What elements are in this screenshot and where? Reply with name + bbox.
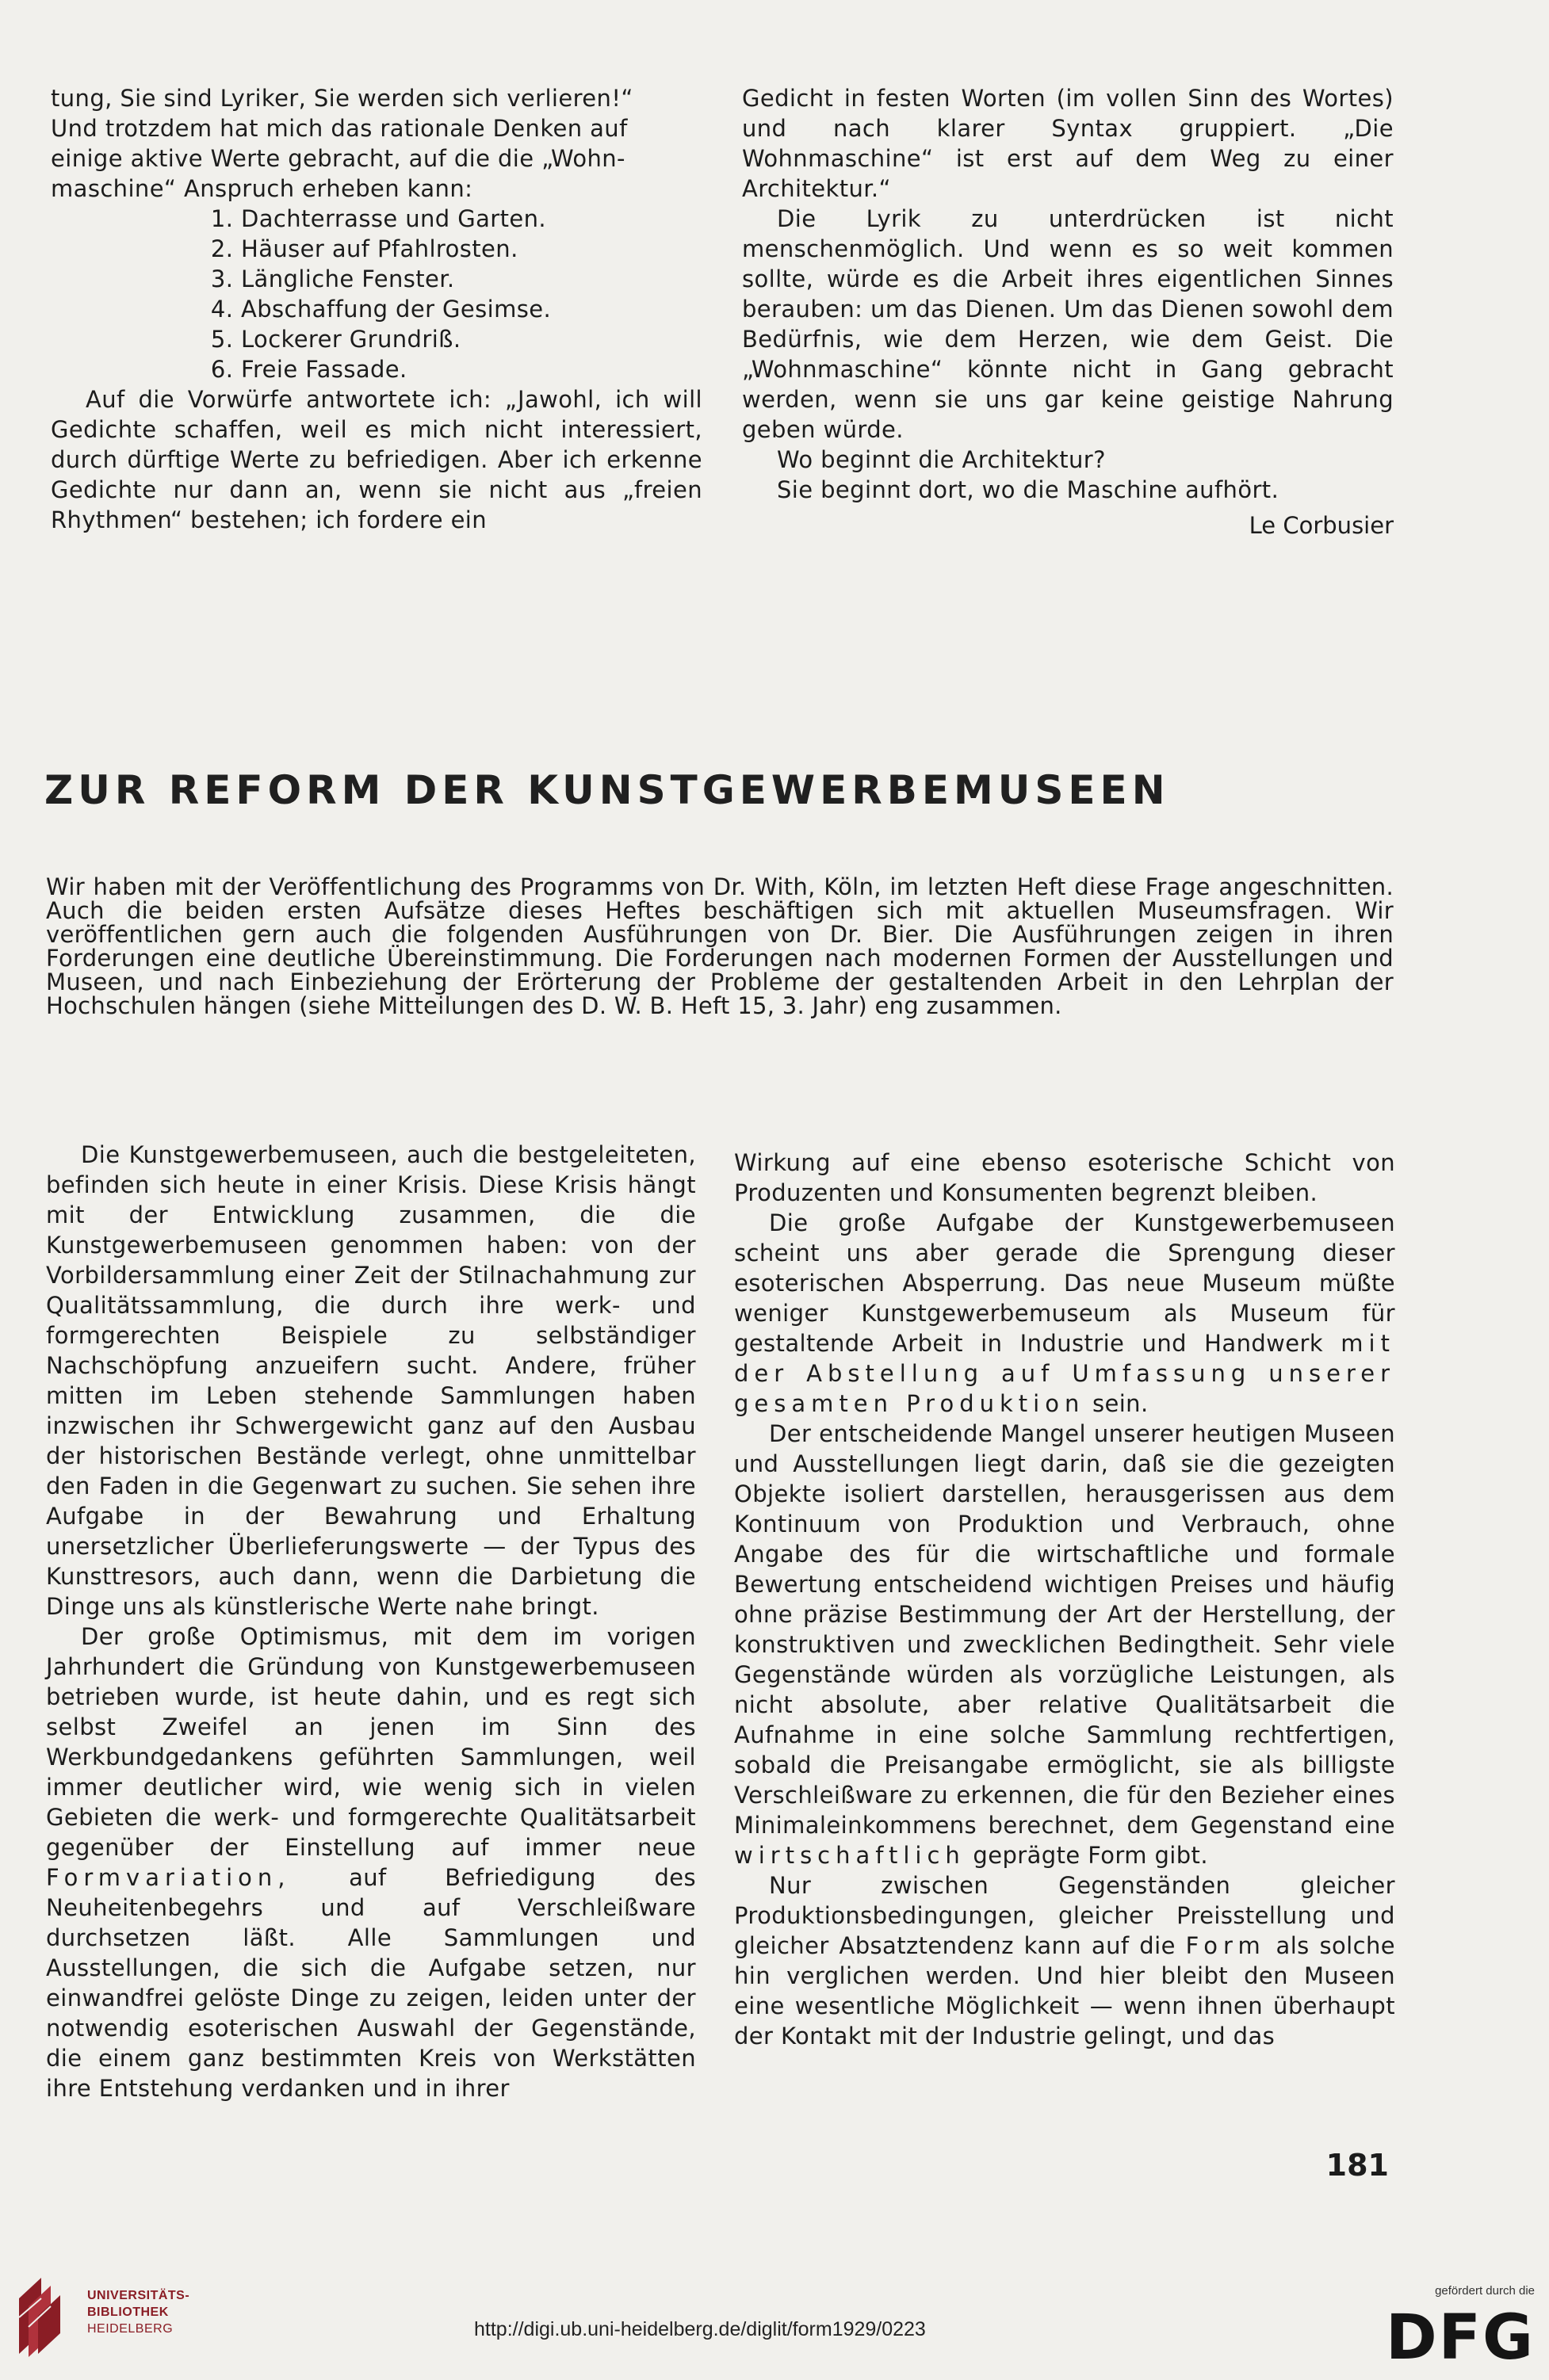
paragraph: Wo beginnt die Architektur? [777,446,1106,473]
library-name-line: HEIDELBERG [87,2322,174,2336]
text-run: Der entscheidende Mangel unserer heutigen Museen und Ausstellungen liegt darin, daß sie die gezeigten Objekte isoliert darstellen, herausgerissen aus dem Kontinuum von Produktion und Verbrauch, ohne Angabe des für die wirtschaftliche und formale Bewertung entscheidend wichtigen Preises und häufig ohne präzise Bestimmung der Art der Herstellung, der konstruktiven und zwecklichen Bedingtheit. Sehr viele Gegenstände würden als vorzügliche Leistungen, als nicht absolute, aber relative Qualitätsarbeit die Aufnahme in eine solche Sammlung rechtfertigen, sobald die Preisangabe ermöglicht, sie als billigste Verschleißware zu erkennen, die für den Bezieher eines Minimaleinkommens berechnet, dem Gegenstand eine [734,1420,1395,1839]
list-item: 2. Häuser auf Pfahlrosten. [241,234,702,264]
list-item: 4. Abschaffung der Gesimse. [241,294,702,324]
text-line: einige aktive Werte gebracht, auf die die „Wohn- [51,145,625,172]
text-run: geprägte Form gibt. [973,1842,1208,1869]
emphasis-spaced: wirtschaftlich [734,1842,966,1869]
text-run: Die große Aufgabe der Kunstgewerbemuseen scheint uns aber gerade die Sprengung dieser esoterischen Absperrung. Das neue Museum müßte weniger Kunstgewerbemuseum als Museum für gestaltende Arbeit in Industrie und Handwerk [734,1209,1395,1357]
text-run: Der große Optimismus, mit dem im vorigen Jahrhundert die Gründung von Kunstgewerbemuseen betrieben wurde, ist heute dahin, und es regt sich selbst Zweifel an jenen im Sinn des Werkbundgedankens geführten Sammlungen, weil immer deutlicher wird, wie wenig sich in vielen Gebieten die werk- und formgerechte Qualitätsarbeit gegenüber der Einstellung auf immer neue [46,1623,696,1861]
top-left-column [51,83,702,535]
emphasis-spaced: Formvariation, [46,1864,291,1891]
paragraph [46,1622,696,2103]
body-left-column [46,1140,696,2103]
list-item: 5. Lockerer Grundriß. [241,324,702,354]
library-name [87,2287,189,2337]
library-logo[interactable] [14,2275,252,2362]
paragraph: Die Lyrik zu unterdrücken ist nicht menschenmöglich. Und wenn es so weit kommen sollte, würde es die Arbeit ihres eigentlichen Sinnes berauben: um das Dienen. Um das Dienen sowohl dem Bedürfnis, wie dem Herzen, wie dem Geist. Die „Wohnmaschine“ könnte nicht in Gang gebracht werden, wenn sie uns gar keine geistige Nahrung geben würde. [742,205,1394,443]
text-run: Nur zwischen Gegenständen gleicher Produktionsbedingungen, gleicher Preisstellung und gleicher Absatztendenz kann auf die [734,1872,1395,1959]
emphasis-spaced: Form [1185,1932,1266,1959]
author-signature: Le Corbusier [1249,512,1394,539]
source-url-link[interactable]: http://digi.ub.uni-heidelberg.de/diglit/form1929/0223 [474,2318,926,2340]
paragraph [734,1870,1395,2051]
text-run: auf Befriedigung des Neuheitenbegehrs und auf Verschleißware durchsetzen läßt. Alle Sammlungen und Ausstellungen, die sich die Aufgabe setzen, nur einwandfrei gelöste Dinge zu zeigen, leiden unter der notwendig esoterischen Auswahl der Gegenstände, die einem ganz bestimmten Kreis von Werkstätten ihre Entstehung verdanken und in ihrer [46,1864,697,2102]
article-headline: ZUR REFORM DER KUNSTGEWERBEMUSEEN [44,767,1170,813]
top-right-column [742,83,1394,505]
emphasis-spaced: mit der Abstellung auf Umfassung unserer gesamten Produktion [734,1330,1395,1417]
text-run: als solche hin verglichen werden. Und hier bleibt den Museen eine wesentliche Möglichkeit — wenn ihnen überhaupt der Kontakt mit der Industrie gelingt, und das [734,1932,1395,2050]
dfg-logo-icon: DFG [1385,2302,1535,2374]
paragraph: Wirkung auf eine ebenso esoterische Schicht von Produzenten und Konsumenten begrenzt bleiben. [734,1149,1395,1206]
editorial-intro: Wir haben mit der Veröffentlichung des Programms von Dr. With, Köln, im letzten Heft diese Frage angeschnitten. Auch die beiden ersten Aufsätze dieses Heftes beschäftigen sich mit aktuellen Museumsfragen. Wir veröffentlichen gern auch die folgenden Ausführungen von Dr. Bier. Die Ausführungen zeigen in ihren Forderungen eine deutliche Übereinstimmung. Die Forderungen nach modernen Formen der Ausstellungen und Museen, und nach Einbeziehung der Erörterung der Probleme der gestaltenden Arbeit in den Lehrplan der Hochschulen hängen (siehe Mitteilungen des D. W. B. Heft 15, 3. Jahr) eng zusammen. [46,873,1394,1019]
principles-list [51,204,702,384]
text-line: Und trotzdem hat mich das rationale Denken auf [51,115,628,142]
paragraph: Die Kunstgewerbemuseen, auch die bestgeleiteten, befinden sich heute in einer Krisis. Diese Krisis hängt mit der Entwicklung zusammen, die die Kunstgewerbemuseen genommen haben: von der Vorbildersammlung einer Zeit der Stilnachahmung zur Qualitätssammlung, die durch ihre werk- und formgerechten Beispiele zu selbständiger Nachschöpfung anzueifern sucht. Andere, früher mitten im Leben stehende Sammlungen haben inzwischen ihr Schwergewicht ganz auf den Ausbau der historischen Bestände verlegt, ohne unmittelbar den Faden in die Gegenwart zu suchen. Sie sehen ihre Aufgabe in der Bewahrung und Erhaltung unersetzlicher Überlieferungswerte — der Typus des Kunsttresors, auch dann, wenn die Darbietung die Dinge uns als künstlerische Werte nahe bringt. [46,1141,696,1620]
list-item: 3. Längliche Fenster. [241,264,702,294]
paragraph: Auf die Vorwürfe antwortete ich: „Jawohl, ich will Gedichte schaffen, weil es mich nicht interessiert, durch dürftige Werte zu befriedigen. Aber ich erkenne Gedichte nur dann an, wenn sie nicht aus „freien Rhythmen“ bestehen; ich fordere ein [51,386,702,533]
library-name-line: BIBLIOTHEK [87,2306,169,2319]
paragraph: Gedicht in festen Worten (im vollen Sinn des Wortes) und nach klarer Syntax gruppiert. „Die Wohnmaschine“ ist erst auf dem Weg zu einer Architektur.“ [742,85,1394,202]
list-item: 1. Dachterrasse und Garten. [241,204,702,234]
funding-logo[interactable] [1348,2284,1535,2374]
paragraph: Sie beginnt dort, wo die Maschine aufhört. [777,476,1279,503]
funding-label: gefördert durch die [1435,2284,1535,2298]
body-right-column [734,1148,1395,2051]
library-building-icon [14,2275,68,2357]
text-line: maschine“ Anspruch erheben kann: [51,175,473,202]
paragraph [734,1208,1395,1419]
library-name-line: UNIVERSITÄTS- [87,2289,190,2302]
text-run: sein. [1092,1390,1149,1417]
paragraph [734,1419,1395,1870]
page-number: 181 [1325,2148,1389,2183]
text-line: tung, Sie sind Lyriker, Sie werden sich verlieren!“ [51,85,633,112]
list-item: 6. Freie Fassade. [241,354,702,384]
